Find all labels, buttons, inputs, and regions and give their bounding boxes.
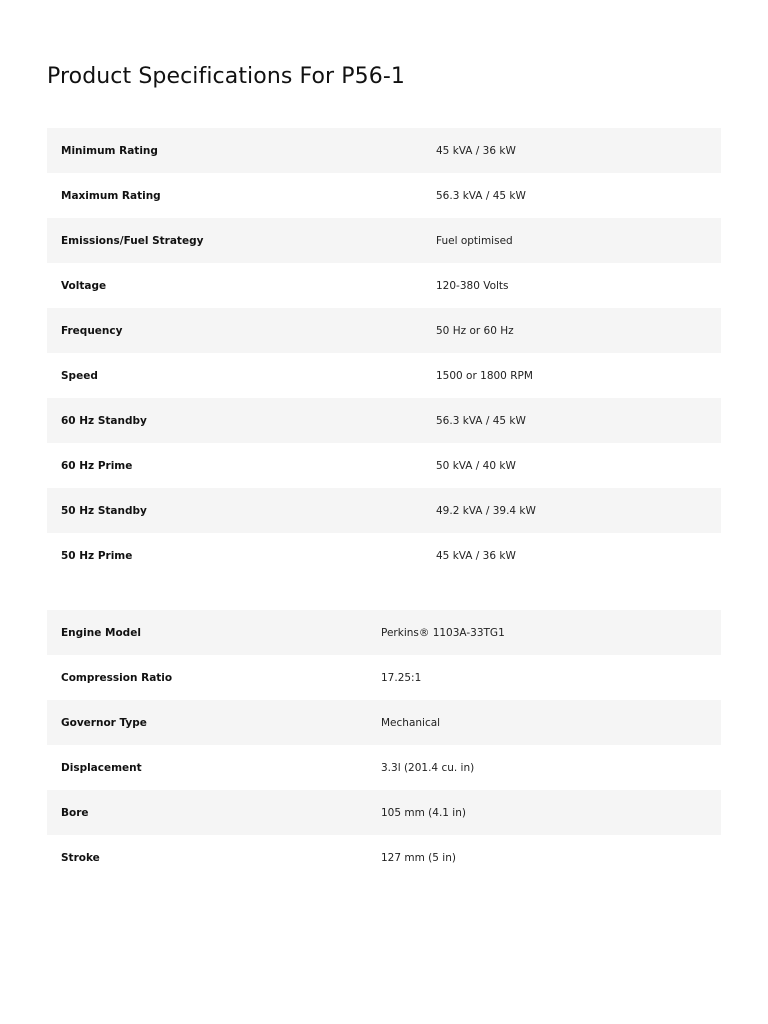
spec-row-minimum-rating [47,128,721,173]
spec-row-governor-type [47,700,721,745]
spec-value: 127 mm (5 in) [381,851,456,864]
spec-row-emissions-fuel-strategy [47,218,721,263]
spec-value: Perkins® 1103A-33TG1 [381,626,505,639]
page-title: Product Specifications For P56-1 [47,64,405,89]
spec-value: Mechanical [381,716,441,729]
spec-value: 3.3l (201.4 cu. in) [381,761,475,774]
spec-row-displacement [47,745,721,790]
spec-row-stroke [47,835,721,880]
spec-label: Compression Ratio [61,671,173,684]
spec-label: 60 Hz Prime [61,459,133,472]
spec-label: 50 Hz Standby [61,504,147,517]
spec-label: Minimum Rating [61,144,158,157]
spec-row-50hz-standby [47,488,721,533]
spec-row-voltage [47,263,721,308]
spec-value: 56.3 kVA / 45 kW [436,414,526,427]
spec-value: Fuel optimised [436,234,513,247]
engine-spec-table [47,610,721,880]
spec-label: Emissions/Fuel Strategy [61,234,204,247]
spec-label: Frequency [61,324,123,337]
spec-row-compression-ratio [47,655,721,700]
spec-label: Maximum Rating [61,189,161,202]
spec-value: 50 Hz or 60 Hz [436,324,514,337]
spec-label: Bore [61,806,89,819]
spec-value: 56.3 kVA / 45 kW [436,189,526,202]
spec-label: Governor Type [61,716,147,729]
spec-label: Speed [61,369,98,382]
spec-row-50hz-prime [47,533,721,578]
spec-row-frequency [47,308,721,353]
spec-row-60hz-prime [47,443,721,488]
spec-value: 17.25:1 [381,671,422,684]
spec-value: 105 mm (4.1 in) [381,806,466,819]
spec-row-speed [47,353,721,398]
spec-label: Engine Model [61,626,141,639]
spec-row-maximum-rating [47,173,721,218]
spec-row-bore [47,790,721,835]
spec-value: 120-380 Volts [436,279,509,292]
spec-label: 60 Hz Standby [61,414,147,427]
spec-label: Displacement [61,761,142,774]
spec-value: 49.2 kVA / 39.4 kW [436,504,536,517]
spec-value: 45 kVA / 36 kW [436,144,516,157]
spec-label: 50 Hz Prime [61,549,133,562]
spec-value: 50 kVA / 40 kW [436,459,516,472]
spec-label: Stroke [61,851,100,864]
ratings-spec-table [47,128,721,578]
spec-value: 1500 or 1800 RPM [436,369,533,382]
spec-row-engine-model [47,610,721,655]
spec-value: 45 kVA / 36 kW [436,549,516,562]
spec-label: Voltage [61,279,107,292]
spec-row-60hz-standby [47,398,721,443]
